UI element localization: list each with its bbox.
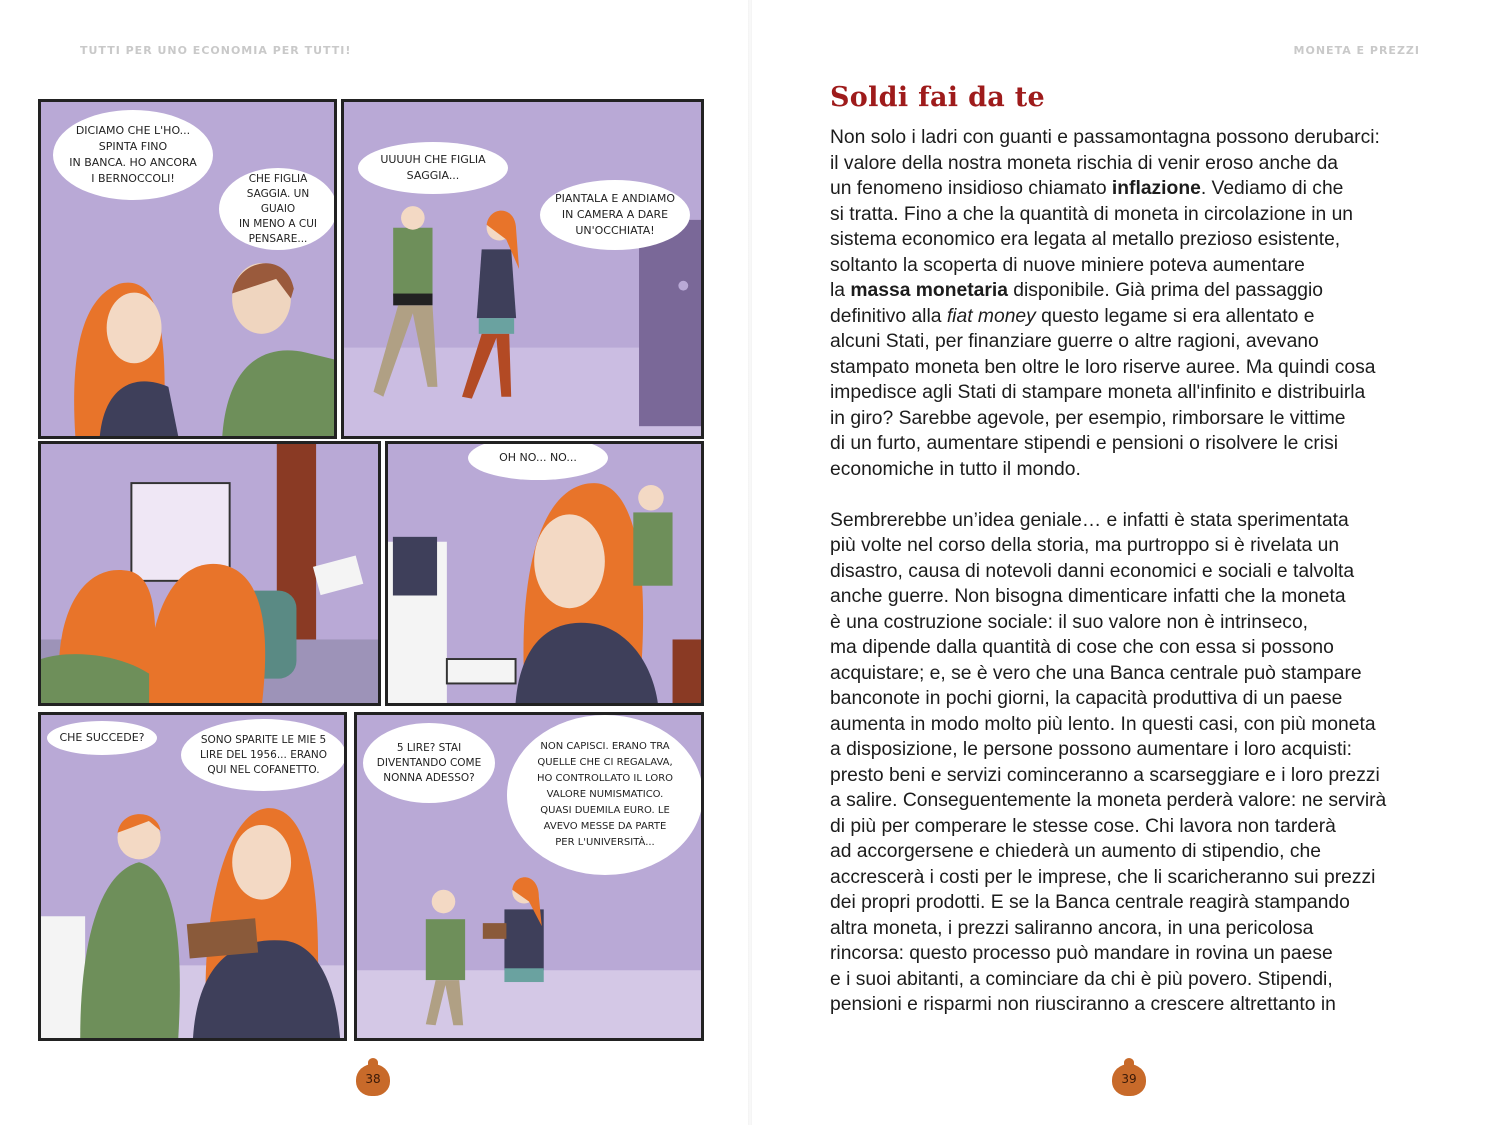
text-line: e i suoi abitanti, a cominciare da chi è più povero. Stipendi, bbox=[830, 968, 1333, 990]
text-line: si tratta. Fino a che la quantità di moneta in circolazione in un bbox=[830, 203, 1354, 225]
italic-term: fiat money bbox=[946, 305, 1036, 327]
text-line: impedisce agli Stati di stampare moneta all'infinito e distribuirla bbox=[830, 382, 1366, 403]
text-line: alcuni Stati, per finanziare guerre o altre ragioni, avevano bbox=[830, 331, 1319, 352]
balloon-line: SAGGIA. UN GUAIO bbox=[246, 187, 310, 215]
balloon-line: SAGGIA... bbox=[406, 169, 460, 182]
balloon-line: DIVENTANDO COME bbox=[376, 756, 482, 769]
balloon-line: OH NO... NO... bbox=[499, 451, 577, 464]
speech-balloon bbox=[363, 723, 495, 803]
article-body bbox=[830, 125, 1440, 1018]
paragraph bbox=[830, 125, 1440, 482]
text-line: il valore della nostra moneta rischia di venir eroso anche da bbox=[830, 152, 1339, 174]
speech-balloon bbox=[53, 110, 213, 200]
text-line: presto beni e servizi cominceranno a scarseggiare e i loro prezzi bbox=[830, 764, 1380, 786]
balloon-line: QUASI DUEMILA EURO. LE bbox=[540, 805, 670, 816]
balloon-line: SPINTA FINO bbox=[98, 140, 168, 153]
text-line: disastro, causa di notevoli danni economici e sociali e talvolta bbox=[830, 560, 1355, 582]
balloon-line: CHE FIGLIA bbox=[248, 172, 308, 185]
text-line: rincorsa: questo processo può mandare in rovina un paese bbox=[830, 943, 1333, 964]
bold-term: inflazione bbox=[1111, 178, 1201, 199]
balloon-line: SONO SPARITE LE MIE 5 bbox=[200, 733, 327, 746]
text-line: è una costruzione sociale: il suo valore non è intrinseco, bbox=[830, 611, 1309, 633]
running-head-left: TUTTI PER UNO ECONOMIA PER TUTTI! bbox=[80, 44, 352, 57]
text-line: la massa monetaria disponibile. Già prima del passaggio bbox=[830, 280, 1324, 301]
comic-panel-1 bbox=[38, 99, 337, 439]
paragraph-gap bbox=[830, 482, 1440, 508]
comic-panel-6 bbox=[354, 712, 704, 1041]
text-line: anche guerre. Non bisogna dimenticare infatti che la moneta bbox=[830, 586, 1346, 607]
balloon-line: VALORE NUMISMATICO. bbox=[546, 789, 664, 800]
text-line: aumenta in modo molto più lento. In questi casi, con più moneta bbox=[830, 713, 1376, 735]
balloon-line: UUUUH CHE FIGLIA bbox=[380, 153, 486, 166]
text-line: più volte nel corso della storia, ma purtroppo si è rivelata un bbox=[830, 535, 1340, 556]
balloon-line: PER L'UNIVERSITÀ... bbox=[555, 837, 655, 848]
page-number-text: 38 bbox=[365, 1072, 381, 1086]
balloon-line: AVEVO MESSE DA PARTE bbox=[543, 821, 667, 832]
article-title: Soldi fai da te bbox=[830, 82, 1045, 113]
text-line: banconote in pochi giorni, la capacità produttiva di un paese bbox=[830, 688, 1343, 709]
panel-4-art bbox=[388, 444, 701, 703]
balloon-line: IN CAMERA A DARE bbox=[561, 208, 669, 221]
balloon-line: 5 LIRE? STAI bbox=[396, 741, 462, 754]
balloon-line: NONNA ADESSO? bbox=[383, 771, 475, 784]
text-line: Sembrerebbe un’idea geniale… e infatti è stata sperimentata bbox=[830, 509, 1349, 531]
text-line: pensioni e risparmi non riusciranno a crescere altrettanto in bbox=[830, 994, 1336, 1015]
balloon-line: IN BANCA. HO ANCORA bbox=[69, 156, 197, 169]
balloon-line: DICIAMO CHE L'HO... bbox=[75, 124, 191, 137]
speech-balloon bbox=[540, 180, 690, 250]
text-line: accrescerà i costi per le imprese, che li scaricheranno sui prezzi bbox=[830, 866, 1376, 888]
speech-balloon bbox=[507, 715, 703, 875]
text-line: in giro? Sarebbe agevole, per esempio, rimborsare le vittime bbox=[830, 407, 1346, 429]
book-gutter bbox=[748, 0, 752, 1125]
page-number-right bbox=[1112, 1058, 1146, 1098]
paragraph bbox=[830, 508, 1440, 1018]
balloon-line: UN'OCCHIATA! bbox=[575, 224, 655, 237]
running-head-right: MONETA E PREZZI bbox=[1293, 44, 1420, 57]
balloon-line: LIRE DEL 1956... ERANO bbox=[200, 748, 327, 761]
text-line: soltanto la scoperta di nuove miniere poteva aumentare bbox=[830, 254, 1305, 276]
comic-panel-3 bbox=[38, 441, 381, 706]
comic-panel-5 bbox=[38, 712, 347, 1041]
balloon-line: QUELLE CHE CI REGALAVA, bbox=[537, 757, 673, 768]
text-line: Non solo i ladri con guanti e passamontagna possono derubarci: bbox=[830, 127, 1380, 148]
bold-term: massa monetaria bbox=[850, 280, 1008, 301]
page-number-text: 39 bbox=[1121, 1072, 1137, 1086]
text-line: economiche in tutto il mondo. bbox=[830, 458, 1081, 480]
text-line: stampato moneta ben oltre le loro riserve auree. Ma quindi cosa bbox=[830, 356, 1376, 378]
balloon-line: PIANTALA E ANDIAMO bbox=[554, 192, 675, 205]
speech-balloon bbox=[219, 168, 337, 250]
text-line: altra moneta, i prezzi saliranno ancora, in una pericolosa bbox=[830, 917, 1314, 939]
comic-panel-4 bbox=[385, 441, 704, 706]
speech-balloon bbox=[358, 142, 508, 194]
page-number-left bbox=[356, 1058, 390, 1098]
balloon-line: IN MENO A CUI bbox=[238, 217, 318, 230]
text-line: sistema economico era legata al metallo prezioso esistente, bbox=[830, 229, 1341, 250]
balloon-line: PENSARE... bbox=[248, 232, 308, 245]
balloon-line: I BERNOCCOLI! bbox=[91, 172, 175, 185]
text-line: un fenomeno insidioso chiamato inflazione. Vediamo di che bbox=[830, 178, 1344, 199]
text-line: ma dipende dalla quantità di cose che con essa si possono bbox=[830, 637, 1334, 658]
balloon-line: NON CAPISCI. ERANO TRA bbox=[540, 741, 670, 752]
speech-balloon bbox=[181, 719, 346, 791]
text-line: definitivo alla fiat money questo legame si era allentato e bbox=[830, 305, 1315, 327]
text-line: acquistare; e, se è vero che una Banca centrale può stampare bbox=[830, 662, 1362, 684]
comic-panel-2 bbox=[341, 99, 704, 439]
balloon-line: QUI NEL COFANETTO. bbox=[207, 763, 320, 776]
text-line: di un furto, aumentare stipendi e pensioni o risolvere le crisi bbox=[830, 433, 1339, 454]
text-line: a disposizione, le persone possono aumentare i loro acquisti: bbox=[830, 739, 1352, 760]
balloon-line: CHE SUCCEDE? bbox=[59, 731, 145, 744]
balloon-line: HO CONTROLLATO IL LORO bbox=[536, 773, 674, 784]
panel-3-art bbox=[41, 444, 378, 703]
text-line: ad accorgersene e chiederà un aumento di stipendio, che bbox=[830, 841, 1321, 862]
speech-balloon bbox=[47, 721, 157, 755]
text-line: a salire. Conseguentemente la moneta perderà valore: ne servirà bbox=[830, 790, 1387, 811]
text-line: di più per comperare le stesse cose. Chi lavora non tarderà bbox=[830, 815, 1336, 837]
text-line: dei propri prodotti. E se la Banca centrale reagirà stampando bbox=[830, 892, 1350, 913]
